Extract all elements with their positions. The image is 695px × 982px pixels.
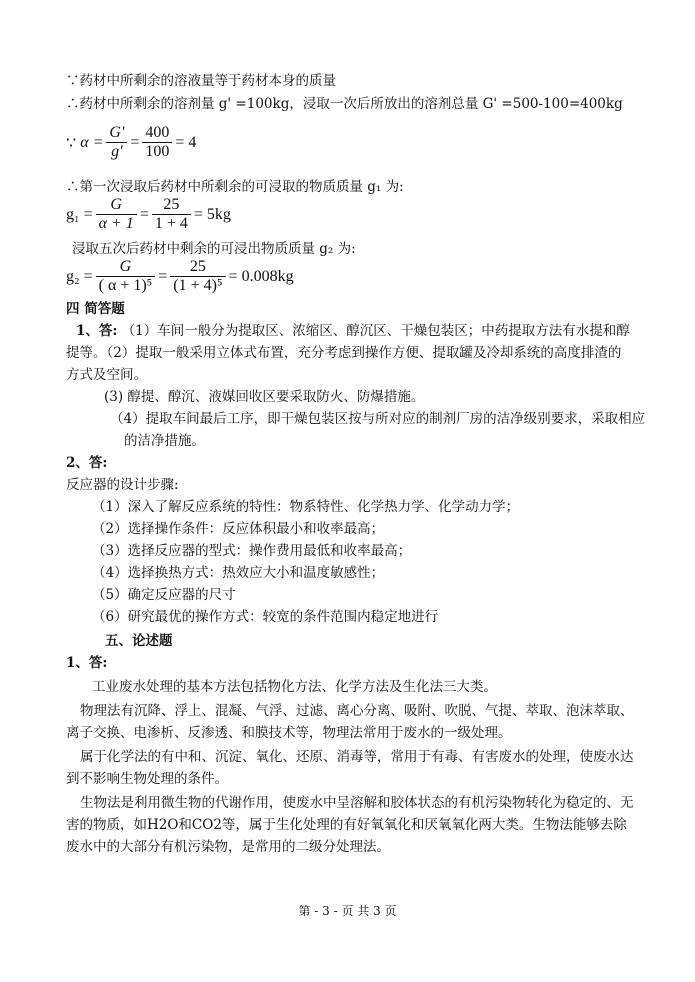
eq-g1-result: = 5kg	[193, 205, 231, 223]
eq-g2-eqs: =	[158, 267, 168, 285]
section-4-q1-paragraph	[66, 320, 632, 386]
eq-alpha-den2: 100	[145, 143, 170, 160]
eq-g1-eqs: =	[139, 205, 149, 223]
eq-g2-frac1	[96, 258, 156, 295]
eq-alpha-lhs: α =	[80, 133, 104, 151]
section-5-paragraph-3: 属于化学法的有中和、沉淀、氧化、还原、消毒等，常用于有毒、有害废水的处理，使废水达到不影响生物处理的条件。	[66, 749, 634, 787]
equation-g2	[66, 258, 294, 295]
page-footer: 第 - 3 - 页 共 3 页	[298, 904, 397, 918]
eq-g2-den2: (1 + 4)⁵	[173, 277, 223, 294]
eq-alpha-num2: 400	[142, 124, 172, 143]
eq-g2-lhs: g₂ =	[66, 267, 93, 285]
eq-g2-den1: ( α + 1)⁵	[98, 277, 153, 294]
section-4-title: 四 简答题	[66, 301, 125, 317]
eq-alpha-frac2	[142, 124, 172, 161]
text-line-4: 浸取五次后药材中剩余的可浸出物质质量 g₂ 为:	[72, 241, 356, 257]
eq-g1-num2: 25	[152, 196, 191, 215]
section-4-q2-step-5: （5）确定反应器的尺寸	[92, 587, 236, 603]
eq-alpha-frac1	[106, 124, 127, 161]
eq-g1-frac2	[152, 196, 191, 233]
section-4-q1-item4: （4）提取车间最后工序，即干燥包装区按与所对应的制剂厂房的洁净级别要求，采取相应的洁净措施。	[110, 411, 646, 449]
equation-g1	[66, 196, 231, 233]
equation-alpha	[66, 124, 196, 161]
text-line-2: ∴药材中所剩余的溶剂量 g' =100kg，浸取一次后所放出的溶剂总量 G' =500-100=400kg	[66, 96, 623, 112]
eq-g1-frac1	[96, 196, 137, 233]
section-4-q2-label: 2、答:	[66, 455, 108, 471]
eq-alpha-prefix: ∵	[66, 134, 77, 152]
section-4-q2-step-3: （3）选择反应器的型式：操作费用最低和收率最高；	[92, 543, 412, 559]
text-line-1: ∵药材中所剩余的溶液量等于药材本身的质量	[66, 73, 336, 89]
section-4-q1-item3: (3) 醇提、醇沉、液媒回收区要采取防火、防爆措施。	[104, 389, 425, 405]
section-5-paragraph-2: 物理法有沉降、浮上、混凝、气浮、过滤、离心分离、吸附、吹脱、气提、萃取、泡沫萃取、离子交换、电渗析、反渗透、和膜技术等，物理法常用于废水的一级处理。	[66, 703, 634, 741]
eq-g1-den2: 1 + 4	[154, 215, 188, 232]
section-4-q2-step-4: （4）选择换热方式：热效应大小和温度敏感性；	[92, 565, 385, 581]
section-5-paragraph-1: 工业废水处理的基本方法包括物化方法、化学方法及生化法三大类。	[92, 679, 497, 695]
eq-g2-num2: 25	[170, 258, 225, 277]
eq-alpha-result: = 4	[175, 133, 197, 151]
section-4-q1-label: 1、答:	[76, 323, 118, 339]
section-4-q2-step-2: （2）选择操作条件：反应体积最小和收率最高；	[92, 521, 385, 537]
eq-alpha-den1: g'	[111, 143, 123, 160]
text-line-3: ∴第一次浸取后药材中所剩余的可浸取的物质质量 g₁ 为:	[66, 179, 404, 195]
section-4-q2-intro: 反应器的设计步骤:	[66, 477, 179, 493]
eq-g1-den1: α + 1	[98, 215, 134, 232]
eq-alpha-eqs: =	[130, 133, 140, 151]
section-4-q2-step-6: （6）研究最优的操作方式：较宽的条件范围内稳定地进行	[92, 609, 439, 625]
section-4-q1-text: （1）车间一般分为提取区、浓缩区、醇沉区、干燥包装区；中药提取方法有水提和醇提等。（2）提取一般采用立体式布置，充分考虑到操作方便、提取罐及冷却系统的高度排渣的方式及空间。	[66, 323, 630, 383]
eq-g2-result: = 0.008kg	[228, 267, 294, 285]
eq-g1-lhs: g₁ =	[66, 205, 93, 223]
eq-g1-num1: G	[96, 196, 137, 215]
eq-alpha-num1: G'	[106, 124, 127, 143]
eq-g2-num1: G	[96, 258, 156, 277]
section-5-title: 五、论述题	[105, 633, 173, 649]
section-5-q1-label: 1、答:	[66, 655, 108, 671]
section-5-paragraph-4: 生物法是利用微生物的代谢作用，使废水中呈溶解和胶体状态的有机污染物转化为稳定的、无害的物质，如H2O和CO2等，属于生化处理的有好氧氧化和厌氧氧化两大类。生物法能够去除废水中的大部分有机污染物，是常用的二级分处理法。	[66, 795, 634, 855]
eq-g2-frac2	[170, 258, 225, 295]
section-4-q2-step-1: （1）深入了解反应系统的特性：物系特性、化学热力学、化学动力学；	[92, 499, 520, 515]
